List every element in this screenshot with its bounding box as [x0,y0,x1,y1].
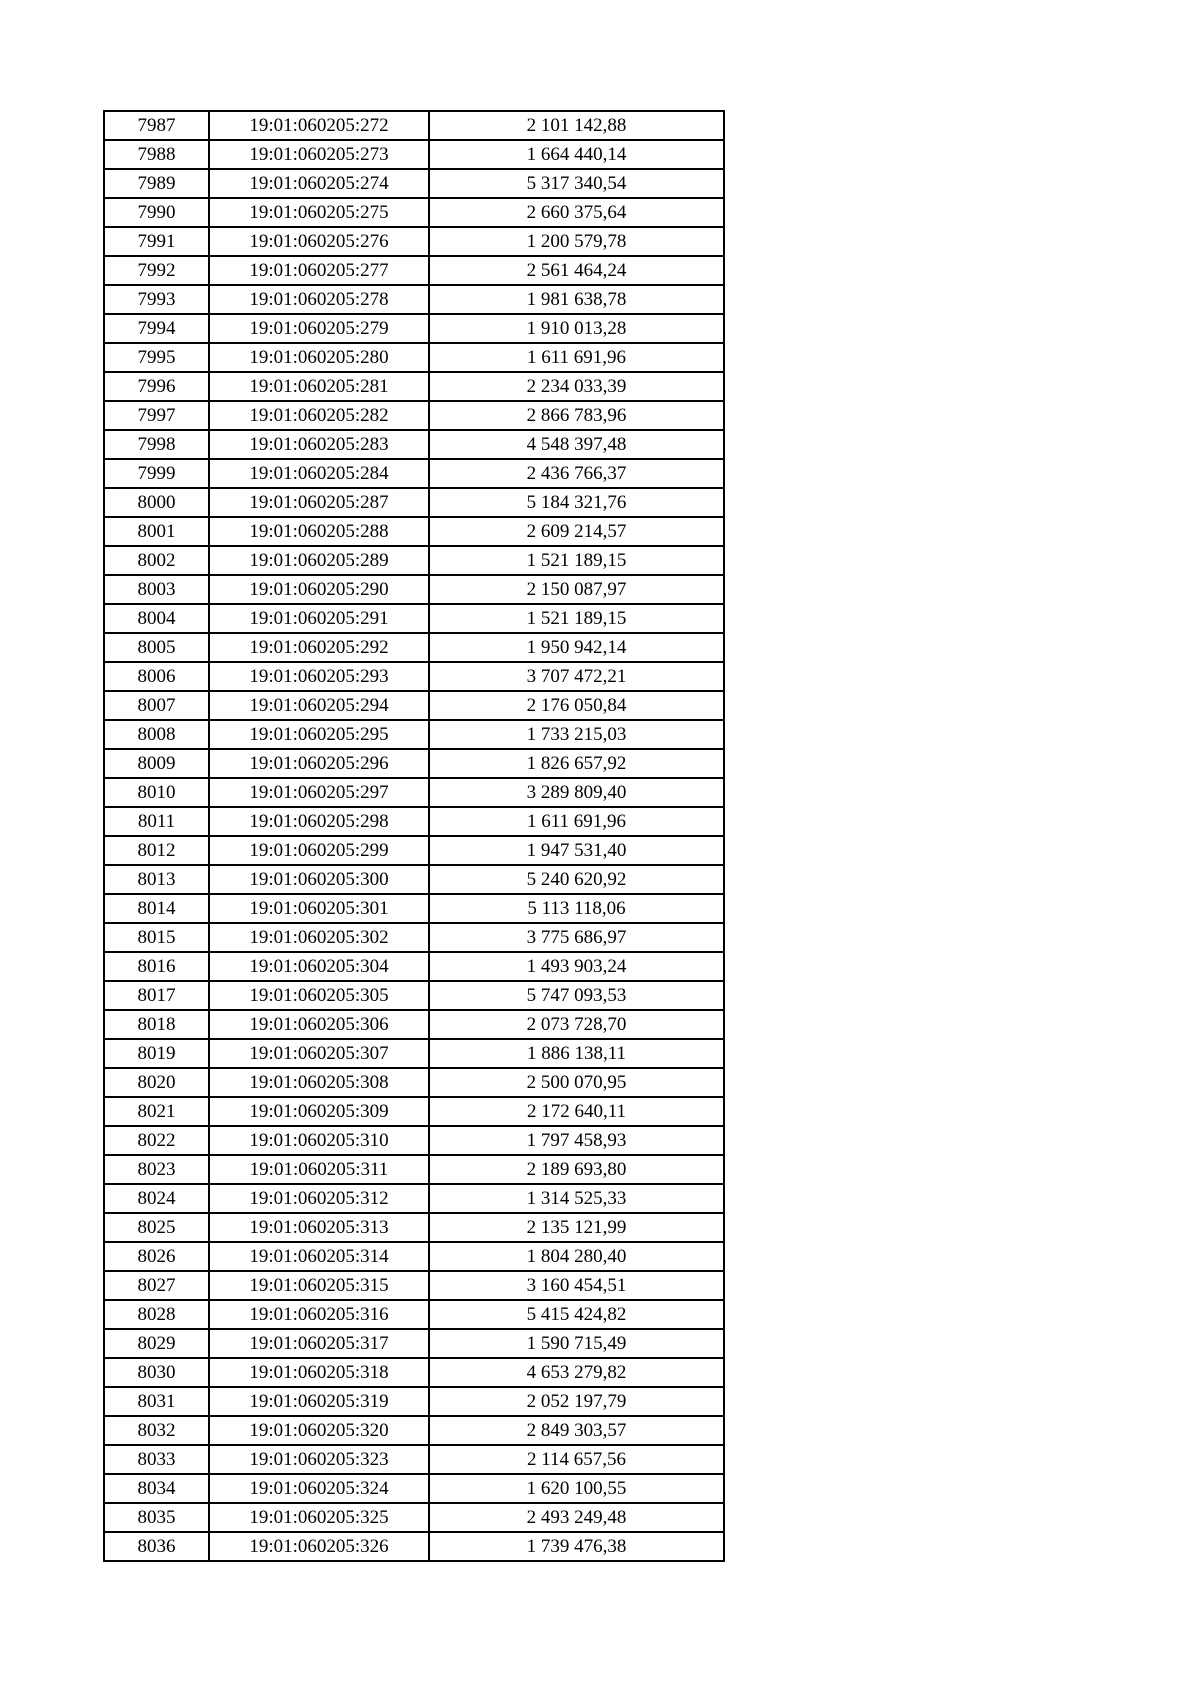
cadastral-number-cell: 19:01:060205:287 [209,488,429,517]
table-row [104,343,724,372]
cadastral-value-cell: 1 200 579,78 [429,227,724,256]
cadastral-number-cell: 19:01:060205:279 [209,314,429,343]
table-row [104,1474,724,1503]
table-row [104,1097,724,1126]
cadastral-number-cell: 19:01:060205:280 [209,343,429,372]
cadastral-number-cell: 19:01:060205:313 [209,1213,429,1242]
cadastral-value-cell: 2 176 050,84 [429,691,724,720]
cadastral-value-table [103,110,725,1562]
cadastral-value-cell: 1 664 440,14 [429,140,724,169]
table-row [104,227,724,256]
table-row [104,1242,724,1271]
cadastral-value-cell: 1 493 903,24 [429,952,724,981]
row-number-cell: 8015 [104,923,209,952]
table-row [104,720,724,749]
cadastral-value-cell: 1 611 691,96 [429,343,724,372]
table-row [104,1184,724,1213]
cadastral-value-cell: 1 950 942,14 [429,633,724,662]
table-row [104,1213,724,1242]
row-number-cell: 7988 [104,140,209,169]
table-row [104,952,724,981]
cadastral-value-cell: 2 866 783,96 [429,401,724,430]
table-row [104,401,724,430]
table-row [104,546,724,575]
row-number-cell: 8032 [104,1416,209,1445]
row-number-cell: 8027 [104,1271,209,1300]
table-row [104,807,724,836]
row-number-cell: 8031 [104,1387,209,1416]
table-row [104,285,724,314]
cadastral-value-cell: 4 653 279,82 [429,1358,724,1387]
table-row [104,662,724,691]
cadastral-value-cell: 1 521 189,15 [429,604,724,633]
row-number-cell: 8020 [104,1068,209,1097]
cadastral-number-cell: 19:01:060205:281 [209,372,429,401]
cadastral-number-cell: 19:01:060205:275 [209,198,429,227]
cadastral-number-cell: 19:01:060205:295 [209,720,429,749]
row-number-cell: 8021 [104,1097,209,1126]
cadastral-number-cell: 19:01:060205:323 [209,1445,429,1474]
cadastral-number-cell: 19:01:060205:296 [209,749,429,778]
table-row [104,1329,724,1358]
row-number-cell: 7987 [104,111,209,140]
row-number-cell: 8016 [104,952,209,981]
cadastral-value-cell: 3 775 686,97 [429,923,724,952]
cadastral-number-cell: 19:01:060205:293 [209,662,429,691]
row-number-cell: 8013 [104,865,209,894]
cadastral-value-cell: 2 101 142,88 [429,111,724,140]
table-row [104,633,724,662]
table-row [104,488,724,517]
cadastral-value-cell: 2 172 640,11 [429,1097,724,1126]
table-row [104,140,724,169]
table-row [104,923,724,952]
cadastral-value-cell: 1 733 215,03 [429,720,724,749]
cadastral-value-cell: 2 849 303,57 [429,1416,724,1445]
cadastral-value-cell: 2 114 657,56 [429,1445,724,1474]
cadastral-number-cell: 19:01:060205:298 [209,807,429,836]
table-row [104,517,724,546]
cadastral-value-cell: 5 240 620,92 [429,865,724,894]
cadastral-value-cell: 1 826 657,92 [429,749,724,778]
cadastral-value-cell: 1 314 525,33 [429,1184,724,1213]
table-row [104,1271,724,1300]
table-body [104,111,724,1561]
cadastral-value-cell: 2 073 728,70 [429,1010,724,1039]
row-number-cell: 8024 [104,1184,209,1213]
table-row [104,256,724,285]
row-number-cell: 7993 [104,285,209,314]
row-number-cell: 7994 [104,314,209,343]
cadastral-number-cell: 19:01:060205:301 [209,894,429,923]
cadastral-number-cell: 19:01:060205:274 [209,169,429,198]
cadastral-number-cell: 19:01:060205:292 [209,633,429,662]
cadastral-number-cell: 19:01:060205:319 [209,1387,429,1416]
cadastral-number-cell: 19:01:060205:276 [209,227,429,256]
table-row [104,894,724,923]
cadastral-value-cell: 1 947 531,40 [429,836,724,865]
cadastral-value-cell: 2 189 693,80 [429,1155,724,1184]
row-number-cell: 8030 [104,1358,209,1387]
cadastral-value-cell: 2 660 375,64 [429,198,724,227]
row-number-cell: 7997 [104,401,209,430]
row-number-cell: 8006 [104,662,209,691]
cadastral-value-cell: 1 611 691,96 [429,807,724,836]
cadastral-number-cell: 19:01:060205:315 [209,1271,429,1300]
row-number-cell: 8002 [104,546,209,575]
cadastral-value-cell: 1 804 280,40 [429,1242,724,1271]
cadastral-number-cell: 19:01:060205:288 [209,517,429,546]
table-row [104,198,724,227]
table-row [104,459,724,488]
row-number-cell: 7995 [104,343,209,372]
cadastral-number-cell: 19:01:060205:307 [209,1039,429,1068]
cadastral-value-cell: 3 707 472,21 [429,662,724,691]
table-row [104,169,724,198]
cadastral-number-cell: 19:01:060205:299 [209,836,429,865]
cadastral-number-cell: 19:01:060205:300 [209,865,429,894]
cadastral-value-cell: 5 747 093,53 [429,981,724,1010]
row-number-cell: 8036 [104,1532,209,1561]
row-number-cell: 8029 [104,1329,209,1358]
row-number-cell: 8011 [104,807,209,836]
cadastral-value-cell: 2 135 121,99 [429,1213,724,1242]
row-number-cell: 8005 [104,633,209,662]
cadastral-number-cell: 19:01:060205:289 [209,546,429,575]
row-number-cell: 8003 [104,575,209,604]
cadastral-value-cell: 2 500 070,95 [429,1068,724,1097]
cadastral-number-cell: 19:01:060205:314 [209,1242,429,1271]
table-row [104,1416,724,1445]
cadastral-number-cell: 19:01:060205:311 [209,1155,429,1184]
row-number-cell: 8018 [104,1010,209,1039]
cadastral-number-cell: 19:01:060205:316 [209,1300,429,1329]
cadastral-number-cell: 19:01:060205:308 [209,1068,429,1097]
table-row [104,111,724,140]
cadastral-value-cell: 1 620 100,55 [429,1474,724,1503]
table-row [104,604,724,633]
table-row [104,778,724,807]
table-row [104,1300,724,1329]
cadastral-value-cell: 2 150 087,97 [429,575,724,604]
cadastral-number-cell: 19:01:060205:282 [209,401,429,430]
row-number-cell: 7996 [104,372,209,401]
row-number-cell: 8034 [104,1474,209,1503]
cadastral-value-cell: 2 561 464,24 [429,256,724,285]
cadastral-value-cell: 3 289 809,40 [429,778,724,807]
cadastral-number-cell: 19:01:060205:317 [209,1329,429,1358]
row-number-cell: 8009 [104,749,209,778]
cadastral-value-cell: 1 981 638,78 [429,285,724,314]
row-number-cell: 8026 [104,1242,209,1271]
cadastral-number-cell: 19:01:060205:320 [209,1416,429,1445]
cadastral-number-cell: 19:01:060205:312 [209,1184,429,1213]
row-number-cell: 8014 [104,894,209,923]
row-number-cell: 8019 [104,1039,209,1068]
cadastral-number-cell: 19:01:060205:302 [209,923,429,952]
cadastral-number-cell: 19:01:060205:324 [209,1474,429,1503]
table-row [104,430,724,459]
row-number-cell: 7998 [104,430,209,459]
table-row [104,981,724,1010]
table-row [104,1387,724,1416]
cadastral-number-cell: 19:01:060205:291 [209,604,429,633]
row-number-cell: 8008 [104,720,209,749]
row-number-cell: 8035 [104,1503,209,1532]
row-number-cell: 7989 [104,169,209,198]
table-row [104,1532,724,1561]
row-number-cell: 8012 [104,836,209,865]
cadastral-number-cell: 19:01:060205:306 [209,1010,429,1039]
cadastral-number-cell: 19:01:060205:297 [209,778,429,807]
row-number-cell: 8033 [104,1445,209,1474]
row-number-cell: 8007 [104,691,209,720]
row-number-cell: 8000 [104,488,209,517]
cadastral-number-cell: 19:01:060205:318 [209,1358,429,1387]
row-number-cell: 7992 [104,256,209,285]
cadastral-value-cell: 3 160 454,51 [429,1271,724,1300]
cadastral-value-cell: 1 590 715,49 [429,1329,724,1358]
table-row [104,1126,724,1155]
table-row [104,1358,724,1387]
row-number-cell: 8010 [104,778,209,807]
row-number-cell: 7990 [104,198,209,227]
cadastral-number-cell: 19:01:060205:305 [209,981,429,1010]
table-row [104,1503,724,1532]
cadastral-value-cell: 2 234 033,39 [429,372,724,401]
cadastral-value-cell: 5 113 118,06 [429,894,724,923]
row-number-cell: 8025 [104,1213,209,1242]
table-row [104,1155,724,1184]
table-row [104,749,724,778]
table-row [104,575,724,604]
table-row [104,691,724,720]
row-number-cell: 8023 [104,1155,209,1184]
cadastral-number-cell: 19:01:060205:310 [209,1126,429,1155]
table-row [104,1010,724,1039]
cadastral-number-cell: 19:01:060205:283 [209,430,429,459]
cadastral-value-cell: 1 797 458,93 [429,1126,724,1155]
cadastral-number-cell: 19:01:060205:309 [209,1097,429,1126]
row-number-cell: 8004 [104,604,209,633]
cadastral-number-cell: 19:01:060205:273 [209,140,429,169]
cadastral-value-cell: 2 436 766,37 [429,459,724,488]
row-number-cell: 8022 [104,1126,209,1155]
row-number-cell: 8001 [104,517,209,546]
cadastral-number-cell: 19:01:060205:304 [209,952,429,981]
cadastral-value-cell: 1 521 189,15 [429,546,724,575]
row-number-cell: 7991 [104,227,209,256]
cadastral-number-cell: 19:01:060205:284 [209,459,429,488]
cadastral-number-cell: 19:01:060205:290 [209,575,429,604]
cadastral-value-cell: 1 910 013,28 [429,314,724,343]
cadastral-value-cell: 5 415 424,82 [429,1300,724,1329]
cadastral-number-cell: 19:01:060205:277 [209,256,429,285]
cadastral-value-cell: 2 052 197,79 [429,1387,724,1416]
cadastral-value-cell: 5 184 321,76 [429,488,724,517]
cadastral-number-cell: 19:01:060205:278 [209,285,429,314]
cadastral-number-cell: 19:01:060205:272 [209,111,429,140]
cadastral-value-cell: 1 739 476,38 [429,1532,724,1561]
table-row [104,314,724,343]
cadastral-value-cell: 4 548 397,48 [429,430,724,459]
table-row [104,372,724,401]
table-row [104,865,724,894]
table-row [104,1039,724,1068]
cadastral-value-cell: 1 886 138,11 [429,1039,724,1068]
table-row [104,836,724,865]
table-row [104,1445,724,1474]
cadastral-number-cell: 19:01:060205:326 [209,1532,429,1561]
cadastral-value-cell: 2 493 249,48 [429,1503,724,1532]
cadastral-number-cell: 19:01:060205:294 [209,691,429,720]
row-number-cell: 8028 [104,1300,209,1329]
row-number-cell: 7999 [104,459,209,488]
cadastral-value-cell: 5 317 340,54 [429,169,724,198]
cadastral-value-cell: 2 609 214,57 [429,517,724,546]
cadastral-number-cell: 19:01:060205:325 [209,1503,429,1532]
row-number-cell: 8017 [104,981,209,1010]
table-row [104,1068,724,1097]
